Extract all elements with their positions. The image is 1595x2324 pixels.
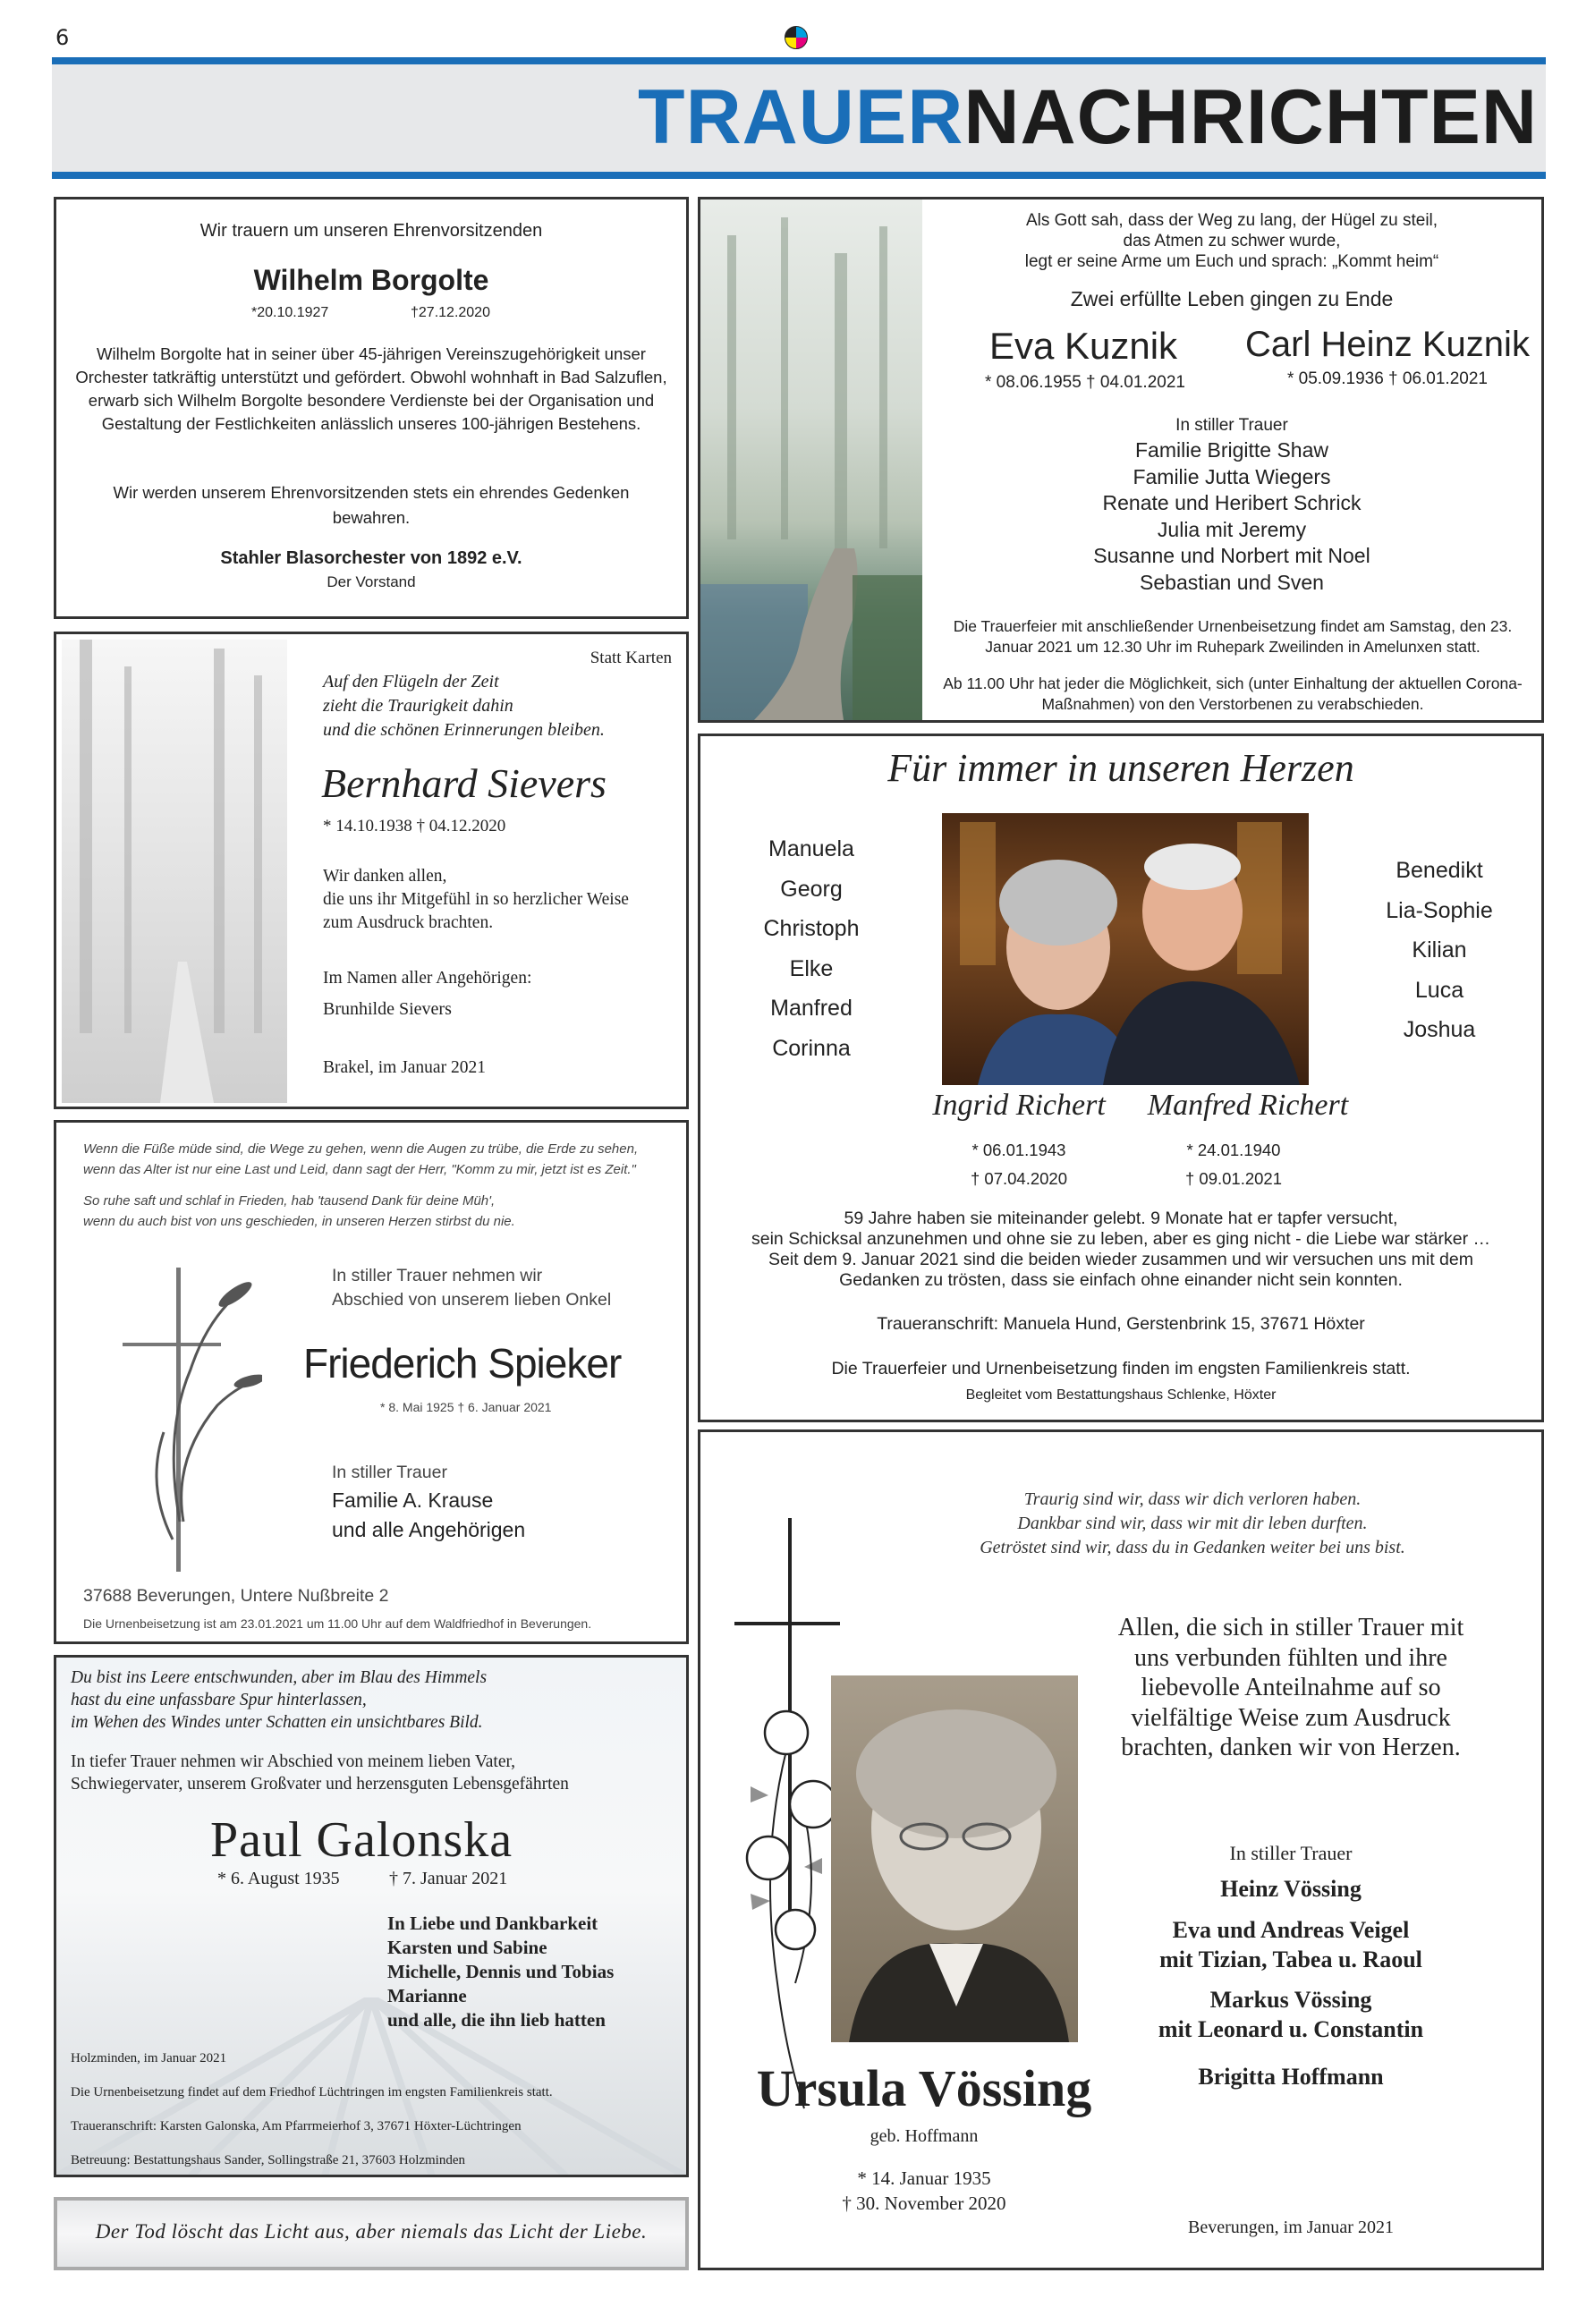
quote-text: Der Tod löscht das Licht aus, aber niemals das Licht der Liebe.	[95, 2220, 648, 2243]
richert-born2: * 24.01.1940	[1186, 1141, 1281, 1159]
richert-name1: Ingrid Richert	[932, 1089, 1106, 1122]
header-top-bar	[52, 57, 1546, 64]
misty-forest-image	[62, 640, 287, 1103]
kuznik-dates1: * 08.06.1955 † 04.01.2021	[985, 373, 1185, 392]
galonska-place: Holzminden, im Januar 2021	[71, 2051, 227, 2065]
kuznik-poem-line: legt er seine Arme um Euch und sprach: „Kommt heim“	[1024, 252, 1439, 271]
sievers-poem-line: und die schönen Erinnerungen bleiben.	[323, 720, 605, 740]
voessing-poem-line: Traurig sind wir, dass wir dich verloren haben.	[1023, 1489, 1362, 1509]
sievers-place: Brakel, im Januar 2021	[323, 1058, 486, 1077]
voessing-thanks-line: brachten, danken wir von Herzen.	[1121, 1734, 1461, 1761]
notice-voessing	[698, 1429, 1544, 2270]
richert-text-line: Gedanken zu trösten, dass sie einfach ohne einander nicht sein konnten.	[839, 1270, 1403, 1290]
forest-path-image	[700, 199, 922, 720]
richert-right-name: Lia-Sophie	[1386, 897, 1493, 923]
spieker-intro-line: Abschied von unserem lieben Onkel	[332, 1290, 612, 1310]
galonska-died: † 7. Januar 2021	[389, 1869, 508, 1888]
galonska-info3: Betreuung: Bestattungshaus Sander, Sollingstraße 21, 37603 Holzminden	[71, 2153, 466, 2167]
richert-died1: † 07.04.2020	[970, 1169, 1068, 1188]
borgolte-intro: Wir trauern um unseren Ehrenvorsitzenden	[199, 221, 543, 241]
sievers-name: Bernhard Sievers	[321, 760, 607, 806]
voessing-thanks-line: Allen, die sich in stiller Trauer mit	[1117, 1614, 1464, 1641]
galonska-poem-line: im Wehen des Windes unter Schatten ein unsichtbares Bild.	[71, 1713, 483, 1732]
richert-left-name: Manuela	[768, 836, 854, 861]
spieker-poem1-line: Wenn die Füße müde sind, die Wege zu gehen, wenn die Augen zu trübe, die Erde zu sehen,	[83, 1141, 639, 1157]
portrait-photo	[831, 1675, 1078, 2042]
galonska-family-line: In Liebe und Dankbarkeit	[387, 1913, 598, 1934]
richert-left-name: Georg	[780, 876, 843, 902]
richert-title: Für immer in unseren Herzen	[887, 746, 1354, 790]
spieker-mourning: In stiller Trauer	[332, 1463, 447, 1482]
galonska-born: * 6. August 1935	[217, 1869, 340, 1888]
sievers-thanks-line: Wir danken allen,	[323, 867, 447, 886]
kuznik-family-line: Julia mit Jeremy	[1157, 517, 1307, 541]
voessing-family-line: mit Tizian, Tabea u. Raoul	[1159, 1947, 1422, 1972]
richert-right-name: Luca	[1414, 977, 1464, 1003]
borgolte-born: *20.10.1927	[251, 305, 329, 320]
richert-text-line: sein Schicksal anzunehmen und ohne sie zu leben, aber es ging nicht - die Liebe war stärker …	[751, 1229, 1490, 1249]
sievers-thanks-line: zum Ausdruck brachten.	[323, 913, 494, 932]
kuznik-family-line: Renate und Heribert Schrick	[1102, 491, 1362, 514]
voessing-mourning: In stiller Trauer	[1229, 1842, 1353, 1864]
notice-kuznik	[698, 197, 1544, 723]
galonska-name: Paul Galonska	[210, 1812, 513, 1868]
spieker-family-line: Familie A. Krause	[332, 1489, 494, 1512]
richert-left-name: Elke	[789, 955, 834, 981]
voessing-maiden: geb. Hoffmann	[870, 2126, 979, 2146]
couple-photo	[942, 813, 1309, 1085]
voessing-thanks-line: uns verbunden fühlten und ihre	[1134, 1643, 1447, 1672]
notice-borgolte	[54, 197, 689, 619]
notice-galonska	[54, 1655, 689, 2177]
sievers-dates: * 14.10.1938 † 04.12.2020	[323, 817, 506, 835]
borgolte-sign: Der Vorstand	[327, 573, 416, 590]
richert-left-name: Christoph	[763, 916, 860, 941]
richert-left-name: Corinna	[772, 1035, 851, 1061]
notice-spieker	[54, 1120, 689, 1644]
sievers-thanks-line: die uns ihr Mitgefühl in so herzlicher Weise	[323, 890, 629, 909]
voessing-family-line: Eva und Andreas Veigel	[1172, 1917, 1410, 1943]
kuznik-info2: Ab 11.00 Uhr hat jeder die Möglichkeit, sich (unter Einhaltung der aktuellen Corona-Maßnahmen) von den Verstorbenen zu verabschieden.	[943, 674, 1523, 713]
borgolte-org: Stahler Blasorchester von 1892 e.V.	[220, 548, 522, 568]
spieker-poem2-line: So ruhe saft und schlaf in Frieden, hab 'tausend Dank für deine Müh',	[83, 1193, 496, 1209]
spieker-poem2-line: wenn du auch bist von uns geschieden, in unseren Herzen stirbst du nie.	[83, 1214, 515, 1229]
kuznik-family-line: Sebastian und Sven	[1140, 570, 1324, 594]
kuznik-family-line: Susanne und Norbert mit Noel	[1093, 544, 1370, 567]
borgolte-text2: Wir werden unserem Ehrenvorsitzenden stets ein ehrendes Gedenken bewahren.	[113, 483, 630, 527]
voessing-place: Beverungen, im Januar 2021	[1188, 2218, 1394, 2237]
page-number: 6	[55, 25, 70, 50]
galonska-info2: Traueranschrift: Karsten Galonska, Am Pfarrmeierhof 3, 37671 Höxter-Lüchtringen	[71, 2119, 522, 2133]
richert-text-line: Seit dem 9. Januar 2021 sind die beiden wieder zusammen und wir versuchen uns mit dem	[768, 1250, 1473, 1269]
voessing-born: * 14. Januar 1935	[857, 2167, 991, 2189]
spieker-family-line: und alle Angehörigen	[332, 1518, 526, 1541]
galonska-poem-line: hast du eine unfassbare Spur hinterlassen,	[71, 1691, 367, 1709]
notice-sievers	[54, 632, 689, 1109]
richert-right-name: Kilian	[1412, 937, 1467, 963]
galonska-family-line: und alle, die ihn lieb hatten	[387, 2009, 606, 2031]
spieker-address: 37688 Beverungen, Untere Nußbreite 2	[83, 1586, 389, 1606]
galonska-poem-line: Du bist ins Leere entschwunden, aber im Blau des Himmels	[71, 1668, 488, 1687]
richert-name2: Manfred Richert	[1147, 1089, 1349, 1122]
page-title-part1: TRAUER	[638, 74, 964, 160]
kuznik-poem-line: Als Gott sah, dass der Weg zu lang, der Hügel zu steil,	[1025, 211, 1438, 230]
cross-wheat-icon	[110, 1253, 262, 1575]
galonska-intro-line: In tiefer Trauer nehmen wir Abschied von meinem lieben Vater,	[71, 1752, 516, 1771]
notice-richert	[698, 734, 1544, 1422]
voessing-poem-line: Dankbar sind wir, dass wir mit dir leben durften.	[1017, 1514, 1368, 1533]
kuznik-family-line: Familie Jutta Wiegers	[1133, 464, 1331, 488]
galonska-intro-line: Schwiegervater, unserem Großvater und herzensguten Lebensgefährten	[71, 1775, 569, 1794]
richert-died2: † 09.01.2021	[1184, 1169, 1283, 1188]
richert-right-name: Joshua	[1403, 1017, 1476, 1042]
voessing-died: † 30. November 2020	[842, 2193, 1006, 2214]
page-title-part2: NACHRICHTEN	[963, 74, 1538, 160]
sievers-poem-line: zieht die Traurigkeit dahin	[323, 696, 513, 716]
sievers-namen: Im Namen aller Angehörigen:	[323, 969, 532, 988]
kuznik-poem-line: das Atmen zu schwer wurde,	[1123, 232, 1341, 250]
spieker-name: Friederich Spieker	[303, 1340, 622, 1387]
sievers-header: Statt Karten	[590, 649, 672, 667]
richert-undertaker: Begleitet vom Bestattungshaus Schlenke, Höxter	[965, 1387, 1277, 1403]
voessing-poem-line: Getröstet sind wir, dass du in Gedanken weiter bei uns bist.	[980, 1538, 1405, 1557]
richert-ceremony: Die Trauerfeier und Urnenbeisetzung finden im engsten Familienkreis statt.	[831, 1359, 1411, 1378]
sievers-signer: Brunhilde Sievers	[323, 999, 452, 1019]
borgolte-name: Wilhelm Borgolte	[253, 264, 489, 296]
richert-born1: * 06.01.1943	[971, 1141, 1066, 1159]
spieker-intro-line: In stiller Trauer nehmen wir	[332, 1266, 543, 1285]
richert-left-name: Manfred	[770, 996, 853, 1021]
voessing-family-line: mit Leonard u. Constantin	[1158, 2016, 1424, 2042]
galonska-family-line: Karsten und Sabine	[387, 1937, 547, 1958]
page-title	[638, 68, 1538, 166]
voessing-family-line: Brigitta Hoffmann	[1198, 2064, 1384, 2090]
richert-text-line: 59 Jahre haben sie miteinander gelebt. 9 Monate hat er tapfer versucht,	[844, 1209, 1398, 1228]
voessing-family-line: Markus Vössing	[1209, 1987, 1372, 2013]
borgolte-died: †27.12.2020	[411, 305, 490, 320]
kuznik-info1: Die Trauerfeier mit anschließender Urnenbeisetzung findet am Samstag, den 23. Januar 2021 um 12.30 Uhr im Ruhepark Zweilinden in Amelunxen statt.	[953, 617, 1513, 656]
spieker-poem1-line: wenn das Alter ist nur eine Last und Leid, dann sagt der Herr, "Komm zu mir, jetzt ist es Zeit."	[83, 1162, 636, 1177]
galonska-family-line: Marianne	[387, 1985, 467, 2006]
spieker-info: Die Urnenbeisetzung ist am 23.01.2021 um 11.00 Uhr auf dem Waldfriedhof in Beverungen.	[83, 1616, 592, 1631]
voessing-name: Ursula Vössing	[756, 2059, 1092, 2117]
voessing-thanks-line: liebevolle Anteilnahme auf so	[1141, 1674, 1441, 1701]
borgolte-text1: Wilhelm Borgolte hat in seiner über 45-jährigen Vereinszugehörigkeit unser Orchester tatkräftig unterstützt und gefördert. Obwohl wohnhaft in Bad Salzuflen, erwarb sich Wilhelm Borgolte besondere Verdienste bei der Organisation und Gestaltung der Festlichkeiten anlässlich unseres 100-jährigen Bestehens.	[75, 344, 667, 433]
header-bottom-bar	[52, 172, 1546, 179]
voessing-family-line: Heinz Vössing	[1220, 1876, 1362, 1902]
kuznik-mourning: In stiller Trauer	[1175, 416, 1288, 435]
cross-roses-icon	[733, 1518, 840, 2126]
notice-quote	[54, 2197, 689, 2270]
registration-mark-icon	[784, 25, 809, 50]
richert-address: Traueranschrift: Manuela Hund, Gerstenbrink 15, 37671 Höxter	[877, 1314, 1365, 1334]
sievers-poem-line: Auf den Flügeln der Zeit	[323, 672, 499, 691]
voessing-thanks-line: vielfältige Weise zum Ausdruck	[1131, 1703, 1451, 1732]
kuznik-dates2: * 05.09.1936 † 06.01.2021	[1287, 369, 1488, 388]
kuznik-name1: Eva Kuznik	[988, 325, 1178, 367]
richert-right-name: Benedikt	[1396, 858, 1483, 883]
galonska-info1: Die Urnenbeisetzung findet auf dem Friedhof Lüchtringen im engsten Familienkreis statt.	[71, 2085, 553, 2099]
spieker-dates: * 8. Mai 1925 † 6. Januar 2021	[380, 1400, 552, 1414]
kuznik-subtitle: Zwei erfüllte Leben gingen zu Ende	[1070, 287, 1394, 310]
kuznik-name2: Carl Heinz Kuznik	[1245, 325, 1530, 364]
galonska-family-line: Michelle, Dennis und Tobias	[387, 1961, 615, 1982]
kuznik-family-line: Familie Brigitte Shaw	[1134, 438, 1329, 462]
